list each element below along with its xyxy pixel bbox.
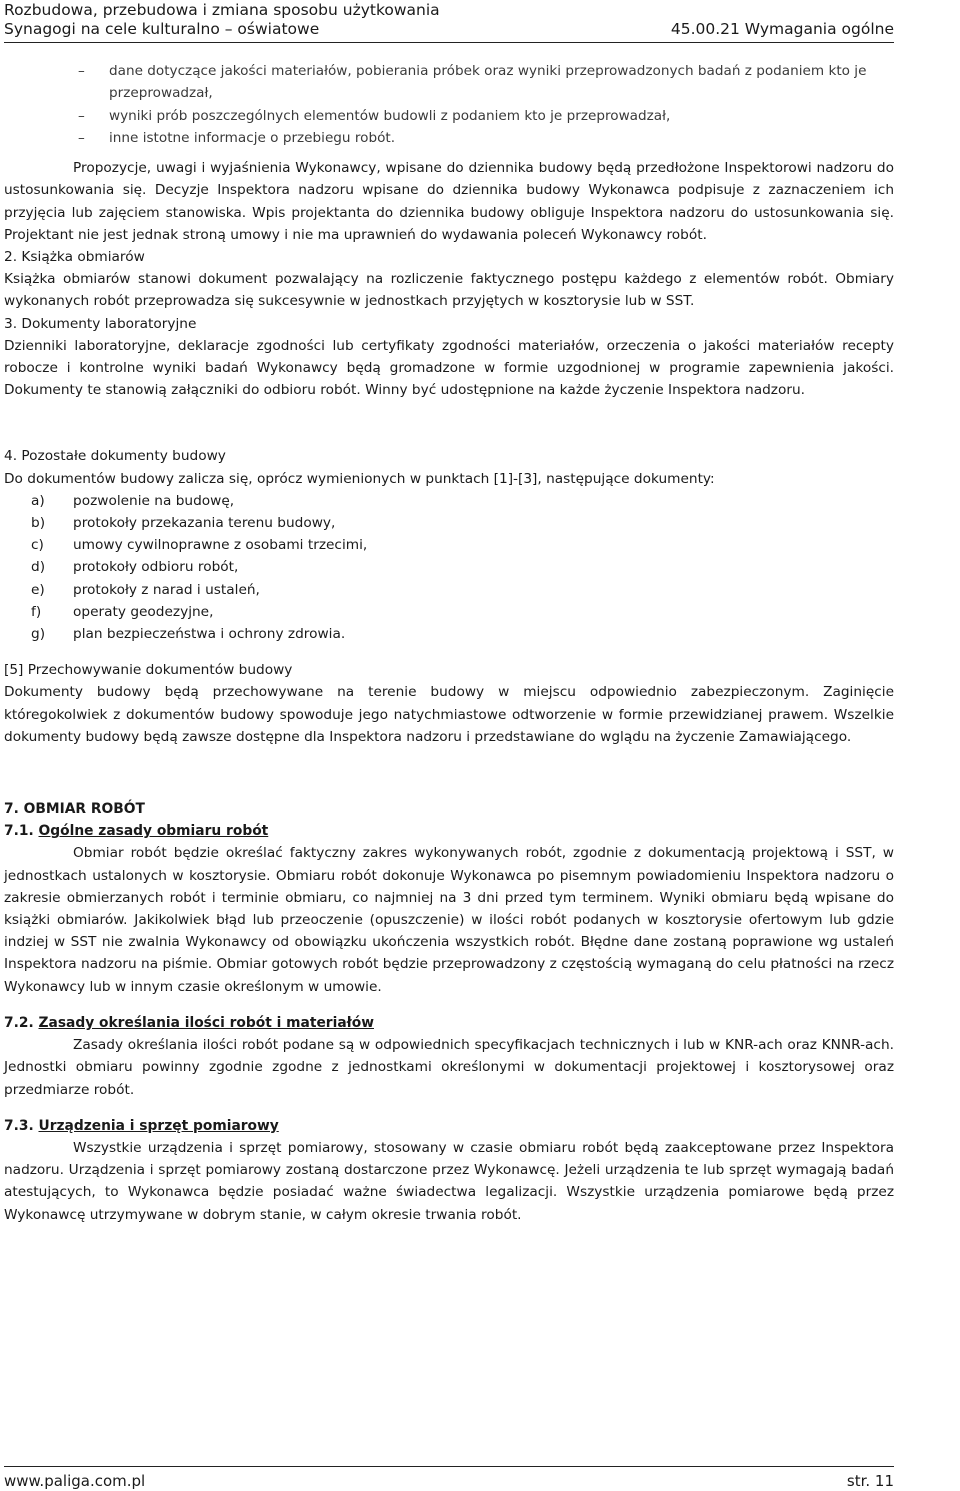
list-marker: c) (31, 537, 44, 554)
dash-item-text: inne istotne informacje o przebiegu robót. (109, 129, 396, 146)
section-title: Ogólne zasady obmiaru robót (38, 823, 269, 840)
dash-list-item (4, 105, 894, 127)
section-4-intro: Do dokumentów budowy zalicza się, oprócz wymienionych w punktach [1]-[3], następujące dokumenty: (4, 470, 715, 487)
section-title: Urządzenia i sprzęt pomiarowy (38, 1117, 279, 1134)
header-section-code: 45.00.21 Wymagania ogólne (670, 20, 894, 38)
paragraph-proposals: Propozycje, uwagi i wyjaśnienia Wykonawcy, wpisane do dziennika budowy będą przedłożone Inspektorowi nadzoru do ustosunkowania się. Decyzje Inspektora nadzoru wpisane do dziennika budowy Wykonawca podpisuje z zaznaczeniem ich przyjęcia lub zajęciem stanowiska. Wpis projektanta do dziennika budowy obliguje Inspektora nadzoru do ustosunkowania się. Projektant nie jest jednak stroną umowy i nie ma uprawnień do wydawania poleceń Wykonawcy robót. (4, 160, 894, 243)
list-item-text: protokoły odbioru robót, (73, 559, 239, 576)
list-marker: e) (31, 581, 45, 598)
section-5-text: Dokumenty budowy będą przechowywane na terenie budowy w miejscu odpowiednio zabezpieczonym. Zaginięcie któregokolwiek z dokumentów budowy spowoduje jego natychmiastowe odtworzenie w formie przewidzianej prawem. Wszelkie dokumenty budowy będą zawsze dostępne dla Inspektora nadzoru i przedstawiane do wglądu na życzenie Zamawiającego. (4, 684, 894, 745)
section-number: 7.3. (4, 1117, 39, 1134)
list-item (4, 512, 894, 534)
list-item-text: umowy cywilnoprawne z osobami trzecimi, (73, 537, 368, 554)
list-marker: g) (31, 626, 46, 643)
dash-list-item (4, 127, 894, 149)
dash-item-text: wyniki prób poszczególnych elementów budowli z podaniem kto je przeprowadzał, (109, 107, 671, 124)
section-7-2-heading (4, 1012, 894, 1034)
list-item-text: pozwolenie na budowę, (73, 492, 235, 509)
section-3-heading: 3. Dokumenty laboratoryjne (4, 315, 197, 332)
header-project-subtitle: Synagogi na cele kulturalno – oświatowe (4, 20, 320, 38)
list-item (4, 556, 894, 578)
dash-bullet: – (78, 63, 85, 79)
section-7-2-text: Zasady określania ilości robót podane są w odpowiednich specyfikacjach technicznych i lub w KNR-ach oraz KNNR-ach. Jednostki obmiaru powinny zgodnie zgodne z jednostkami określonymi w dokumentacji projektowej i kosztorysowej oraz przedmiarze robót. (4, 1037, 894, 1098)
document-body (4, 60, 894, 1226)
list-item (4, 623, 894, 645)
list-item-text: plan bezpieczeństwa i ochrony zdrowia. (73, 626, 346, 643)
dash-list-item (4, 60, 894, 105)
section-5-heading: [5] Przechowywanie dokumentów budowy (4, 662, 293, 679)
list-item (4, 601, 894, 623)
section-7-1-heading (4, 820, 894, 842)
section-4-heading: 4. Pozostałe dokumenty budowy (4, 448, 226, 465)
section-title: Zasady określania ilości robót i materiałów (38, 1014, 374, 1031)
footer-page-number: str. 11 (846, 1472, 894, 1490)
list-item (4, 579, 894, 601)
list-item (4, 534, 894, 556)
chapter-7-heading: 7. OBMIAR ROBÓT (4, 801, 145, 818)
list-item (4, 490, 894, 512)
section-7-1-text: Obmiar robót będzie określać faktyczny zakres wykonywanych robót, zgodnie z dokumentacją projektową i SST, w jednostkach ustalonych w kosztorysie. Obmiaru robót dokonuje Wykonawca po pisemnym powiadomieniu Inspektora nadzoru o zakresie obmierzanych robót i terminie obmiaru, co najmniej na 3 dni przed tym terminem. Wyniki obmiaru będą wpisane do książki obmiarów. Jakikolwiek błąd lub przeoczenie (opuszczenie) w ilości robót podanych w kosztorysie ofertowym lub gdzie indziej w SST nie zwalnia Wykonawcy od obowiązku ukończenia wszystkich robót. Błędne dane zostaną poprawione wg ustaleń Inspektora nadzoru na piśmie. Obmiar gotowych robót będzie przeprowadzony z częstością wymaganą do celu płatności na rzecz Wykonawcy lub w innym czasie określonym w umowie. (4, 845, 894, 995)
section-2-heading: 2. Książka obmiarów (4, 249, 145, 265)
list-item-text: protokoły z narad i ustaleń, (73, 581, 260, 598)
section-7-3-heading (4, 1115, 894, 1137)
section-number: 7.1. (4, 823, 39, 840)
dash-item-text: dane dotyczące jakości materiałów, pobierania próbek oraz wyniki przeprowadzonych badań z podaniem kto je przeprowadzał, (109, 63, 867, 102)
page-header (4, 0, 894, 43)
dash-bullet: – (78, 107, 85, 124)
section-2-text: Książka obmiarów stanowi dokument pozwalający na rozliczenie faktycznego postępu każdego z elementów robót. Obmiary wykonanych robót przeprowadza się sukcesywnie w jednostkach przyjętych w kosztorysie lub w SST. (4, 271, 894, 310)
footer-website-link[interactable]: www.paliga.com.pl (4, 1472, 146, 1490)
documents-list (4, 490, 894, 645)
section-3-text: Dzienniki laboratoryjne, deklaracje zgodności lub certyfikaty zgodności materiałów, orzeczenia o jakości materiałów recepty robocze i kontrolne wyniki badań Wykonawcy będą gromadzone w formie uzgodnionej w programie zapewnienia jakości. Dokumenty te stanowią załączniki do odbioru robót. Winny być udostępnione na każde życzenie Inspektora nadzoru. (4, 337, 894, 399)
list-item-text: protokoły przekazania terenu budowy, (73, 515, 336, 532)
list-item-text: operaty geodezyjne, (73, 603, 214, 620)
list-marker: b) (31, 515, 46, 532)
header-project-title: Rozbudowa, przebudowa i zmiana sposobu użytkowania (4, 1, 440, 19)
list-marker: a) (31, 492, 45, 509)
section-number: 7.2. (4, 1014, 39, 1031)
section-7-3-text: Wszystkie urządzenia i sprzęt pomiarowy, stosowany w czasie obmiaru robót będą zaakceptowane przez Inspektora nadzoru. Urządzenia i sprzęt pomiarowy zostaną dostarczone przez Wykonawcę. Jeżeli urządzenia te lub sprzęt wymagają badań atestujących, to Wykonawca będzie posiadać ważne świadectwa legalizacji. Wszystkie urządzenia pomiarowe będą przez Wykonawcę utrzymywane w dobrym stanie, w całym okresie trwania robót. (4, 1139, 894, 1223)
list-marker: d) (31, 559, 46, 576)
list-marker: f) (31, 603, 42, 620)
page-footer (4, 1466, 894, 1491)
dash-bullet: – (78, 129, 85, 146)
